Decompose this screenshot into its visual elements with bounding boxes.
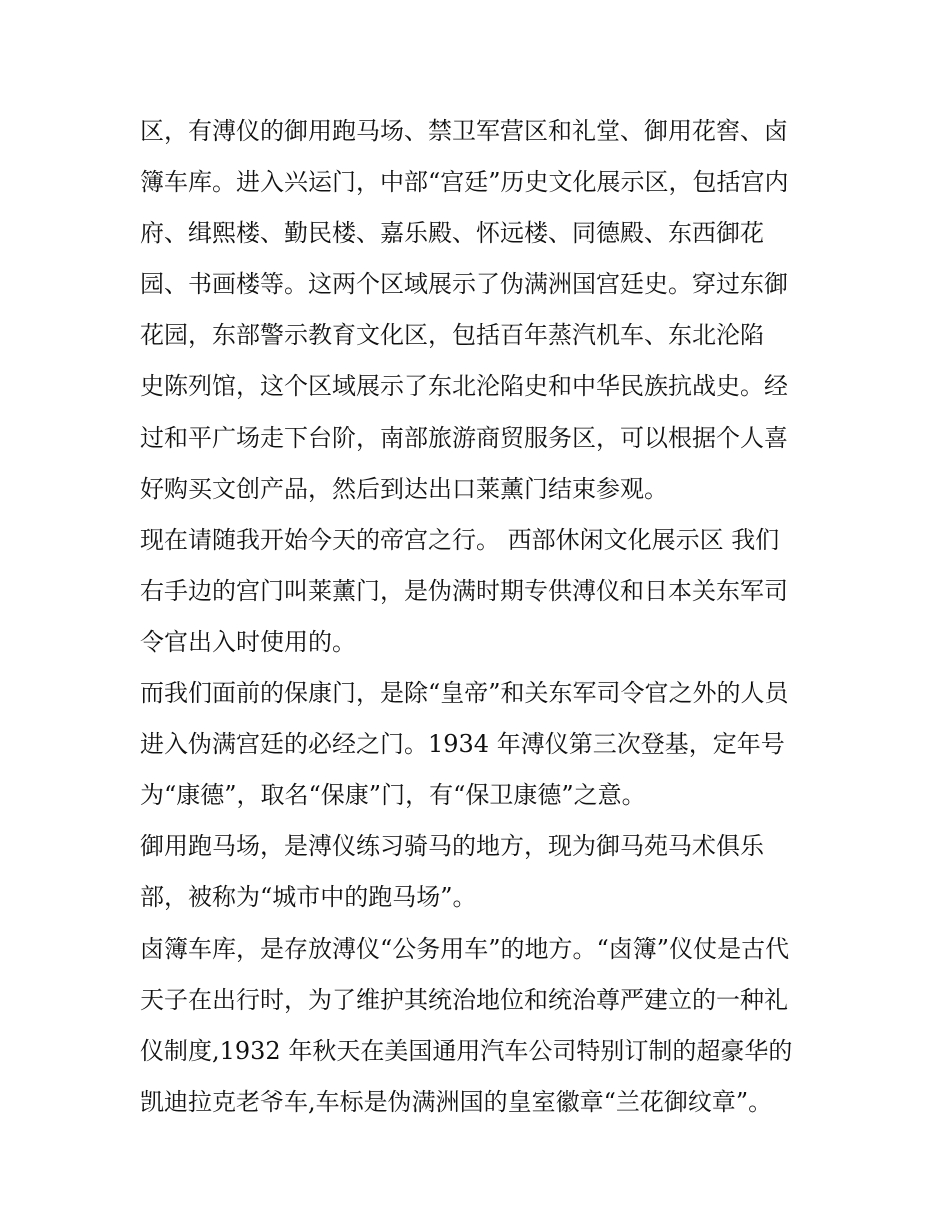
text-line: 过和平广场走下台阶，南部旅游商贸服务区，可以根据个人喜 <box>140 423 788 452</box>
text-line: 区，有溥仪的御用跑马场、禁卫军营区和礼堂、御用花窖、卤 <box>140 117 788 145</box>
text-line: 花园，东部警示教育文化区，包括百年蒸汽机车、东北沦陷 <box>140 321 764 350</box>
text-line: 部，被称为“城市中的跑马场”。 <box>140 883 477 912</box>
text-line: 凯迪拉克老爷车,车标是伪满洲国的皇室徽章“兰花御纹章”。 <box>140 1087 773 1116</box>
text-line: 右手边的宫门叫莱薰门，是伪满时期专供溥仪和日本关东军司 <box>140 576 788 605</box>
text-line: 为“康德”，取名“保康”门，有“保卫康德”之意。 <box>140 781 646 810</box>
text-line: 史陈列馆，这个区域展示了东北沦陷史和中华民族抗战史。经 <box>140 372 788 401</box>
text-line: 好购买文创产品，然后到达出口莱薰门结束参观。 <box>140 474 668 503</box>
text-line: 天子在出行时，为了维护其统治地位和统治尊严建立的一种礼 <box>140 985 788 1014</box>
text-line: 卤簿车库，是存放溥仪“公务用车”的地方。“卤簿”仪仗是古代 <box>140 934 790 963</box>
text-line: 府、缉熙楼、勤民楼、嘉乐殿、怀远楼、同德殿、东西御花 <box>140 219 764 248</box>
text-line: 现在请随我开始今天的帝宫之行。 西部休闲文化展示区 我们 <box>140 525 780 554</box>
document-page <box>140 106 812 1128</box>
text-line: 簿车库。进入兴运门，中部“宫廷”历史文化展示区，包括宫内 <box>140 168 789 197</box>
text-line: 御用跑马场，是溥仪练习骑马的地方，现为御马苑马术俱乐 <box>140 832 764 861</box>
text-line: 进入伪满宫廷的必经之门。1934 年溥仪第三次登基，定年号 <box>140 730 785 759</box>
text-line: 而我们面前的保康门，是除“皇帝”和关东军司令官之外的人员 <box>140 679 789 708</box>
text-line: 园、书画楼等。这两个区域展示了伪满洲国宫廷史。穿过东御 <box>140 270 788 299</box>
text-line: 令官出入时使用的。 <box>140 627 356 656</box>
text-line: 仪制度,1932 年秋天在美国通用汽车公司特别订制的超豪华的 <box>140 1036 793 1065</box>
